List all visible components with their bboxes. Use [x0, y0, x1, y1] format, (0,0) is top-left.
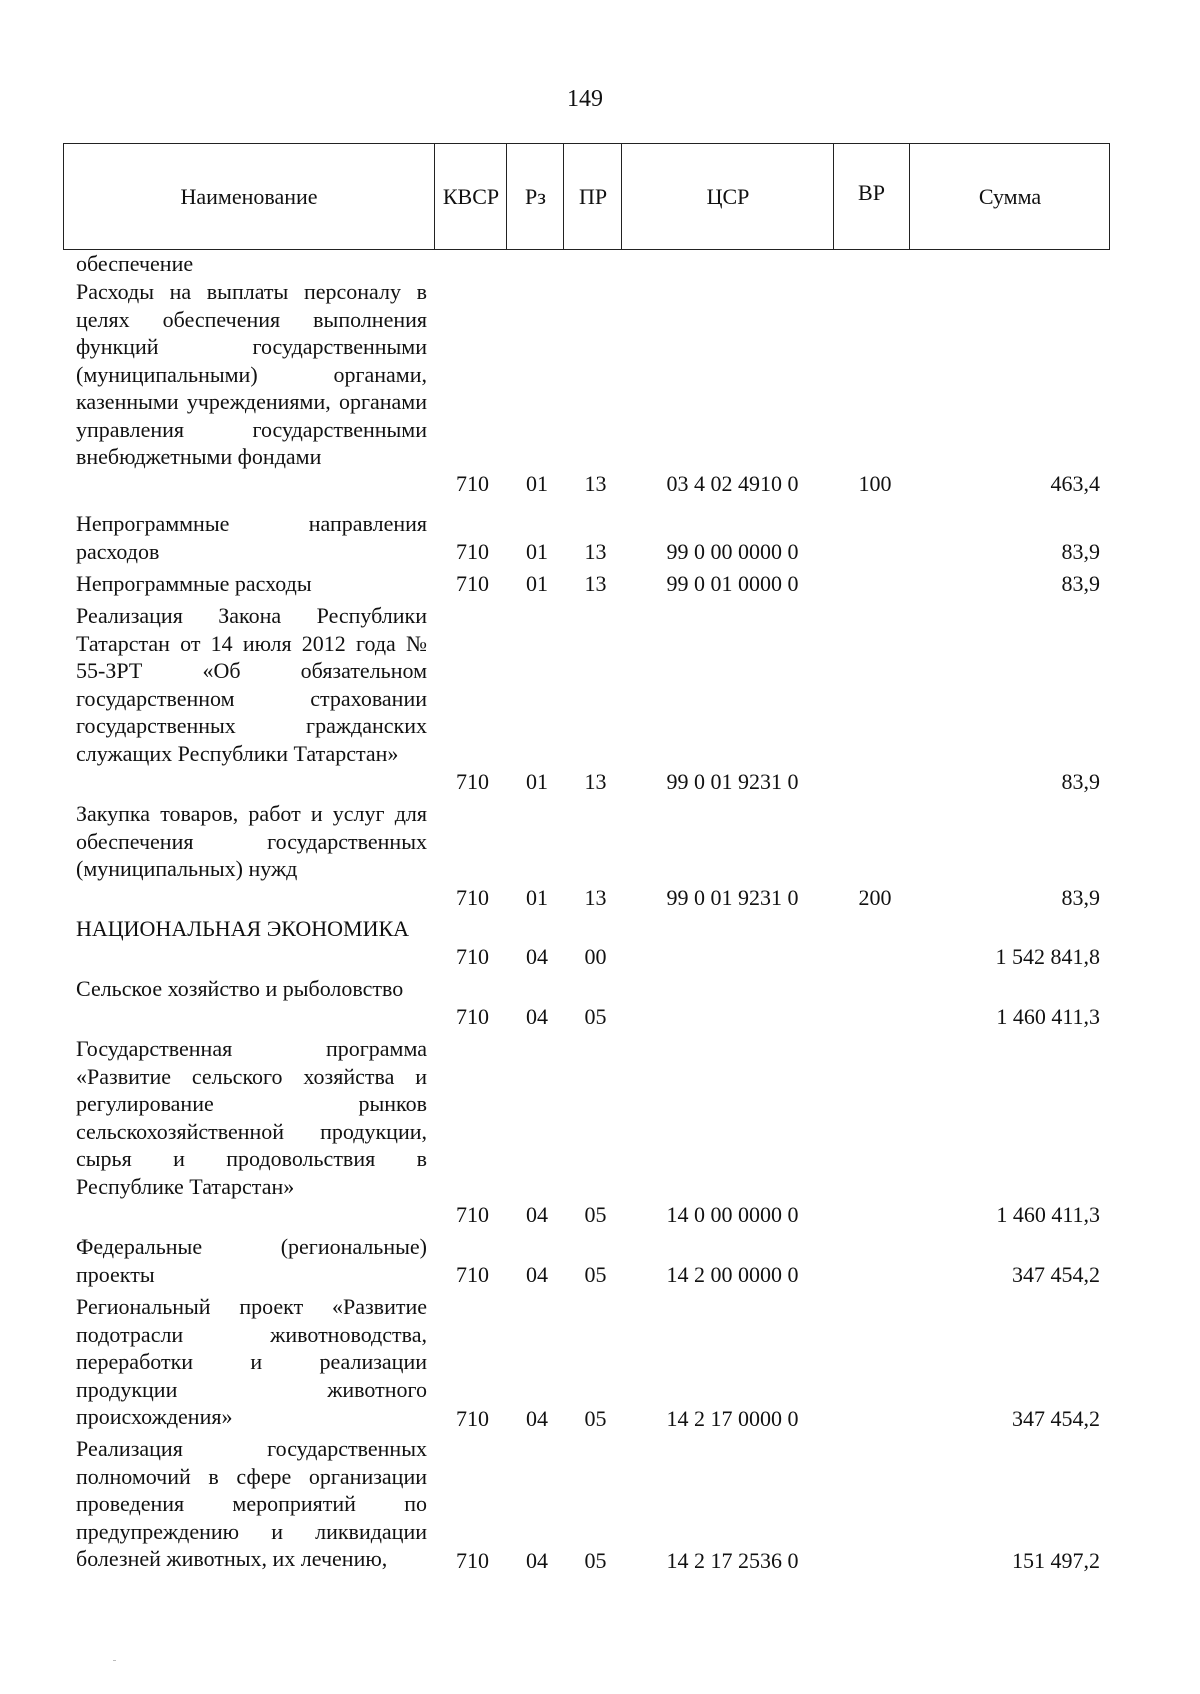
row-csr: 14 2 00 0000 0 [666, 1262, 799, 1287]
row-pr: 00 [584, 944, 607, 969]
row-sum: 347 454,2 [1012, 1262, 1100, 1287]
row-sum: 83,9 [1061, 885, 1100, 910]
row-name: Непрограммные расходы [76, 571, 312, 596]
row-pr: 13 [584, 539, 607, 564]
row-vr: 100 [858, 471, 892, 496]
row-sum: 1 460 411,3 [996, 1202, 1100, 1227]
header-rz: Рз [506, 144, 564, 249]
row-name: Государственная программа «Развитие сельского хозяйства и регулирование рынков сельскохозяйственной продукции, сырья и продовольствия в Республике Татарстан» [76, 1036, 427, 1199]
row-rz: 01 [526, 769, 548, 794]
row-csr: 99 0 00 0000 0 [666, 539, 799, 564]
page-number: 149 [567, 86, 603, 112]
row-csr: 14 2 17 2536 0 [666, 1548, 799, 1573]
row-rz: 04 [526, 944, 548, 969]
row-pr: 05 [584, 1202, 607, 1227]
row-sum: 1 542 841,8 [995, 944, 1100, 969]
row-kvsr: 710 [456, 1406, 489, 1431]
row-rz: 04 [526, 1262, 548, 1287]
row-name: НАЦИОНАЛЬНАЯ ЭКОНОМИКА [76, 916, 410, 941]
header-kvsr: КВСР [434, 144, 507, 249]
row-sum: 83,9 [1061, 539, 1100, 564]
row-kvsr: 710 [456, 885, 489, 910]
row-pr: 13 [584, 471, 607, 496]
row-csr: 03 4 02 4910 0 [666, 471, 799, 496]
row-rz: 04 [526, 1202, 548, 1227]
row-name: Реализация государственных полномочий в сфере организации проведения мероприятий по предупреждению и ликвидации болезней животных, их лечению, [76, 1436, 427, 1571]
row-rz: 04 [526, 1406, 548, 1431]
row-rz: 01 [526, 539, 548, 564]
header-name: Наименование [180, 183, 318, 209]
row-sum: 151 497,2 [1012, 1548, 1100, 1573]
row-kvsr: 710 [456, 1262, 489, 1287]
row-pr: 05 [584, 1004, 607, 1029]
header-csr: ЦСР [621, 144, 834, 249]
scan-speck [113, 1660, 116, 1661]
row-pr: 05 [584, 1406, 607, 1431]
row-name: Реализация Закона Республики Татарстан от 14 июля 2012 года № 55-ЗРТ «Об обязательном государственном страховании государственных гражданских служащих Республики Татарстан» [76, 603, 427, 766]
row-csr: 99 0 01 9231 0 [666, 769, 799, 794]
row-kvsr: 710 [456, 944, 489, 969]
row-pr: 13 [584, 571, 607, 596]
row-csr: 99 0 01 9231 0 [666, 885, 799, 910]
row-name: Расходы на выплаты персоналу в целях обеспечения выполнения функций государственными (муниципальными) органами, казенными учреждениями, органами управления государственными внебюджетными фондами [76, 279, 427, 469]
row-rz: 01 [526, 885, 548, 910]
row-vr: 200 [858, 885, 892, 910]
row-rz: 01 [526, 571, 548, 596]
header-sum: Сумма [909, 144, 1110, 249]
row-sum: 1 460 411,3 [996, 1004, 1100, 1029]
row-name: обеспечение [76, 251, 194, 276]
row-pr: 05 [584, 1262, 607, 1287]
row-name: Сельское хозяйство и рыболовство [76, 976, 404, 1001]
row-name: Непрограммные направления расходов [76, 511, 427, 564]
row-rz: 04 [526, 1548, 548, 1573]
row-name: Федеральные (региональные) проекты [76, 1234, 427, 1287]
row-csr: 14 0 00 0000 0 [666, 1202, 799, 1227]
row-name: Региональный проект «Развитие подотрасли животноводства, переработки и реализации продукции животного происхождения» [76, 1294, 427, 1429]
row-kvsr: 710 [456, 539, 489, 564]
header-vr: ВР [833, 144, 909, 249]
row-pr: 05 [584, 1548, 607, 1573]
row-kvsr: 710 [456, 571, 489, 596]
row-name: Закупка товаров, работ и услуг для обеспечения государственных (муниципальных) нужд [76, 801, 427, 881]
row-pr: 13 [584, 769, 607, 794]
row-sum: 83,9 [1061, 769, 1100, 794]
row-csr: 99 0 01 0000 0 [666, 571, 799, 596]
row-kvsr: 710 [456, 1202, 489, 1227]
row-kvsr: 710 [456, 1548, 489, 1573]
header-pr: ПР [563, 144, 622, 249]
row-sum: 83,9 [1061, 571, 1100, 596]
row-sum: 463,4 [1050, 471, 1100, 496]
row-rz: 04 [526, 1004, 548, 1029]
row-pr: 13 [584, 885, 607, 910]
row-sum: 347 454,2 [1012, 1406, 1100, 1431]
row-kvsr: 710 [456, 769, 489, 794]
row-kvsr: 710 [456, 471, 489, 496]
table-header [63, 143, 1110, 250]
row-csr: 14 2 17 0000 0 [666, 1406, 799, 1431]
row-kvsr: 710 [456, 1004, 489, 1029]
row-rz: 01 [526, 471, 548, 496]
